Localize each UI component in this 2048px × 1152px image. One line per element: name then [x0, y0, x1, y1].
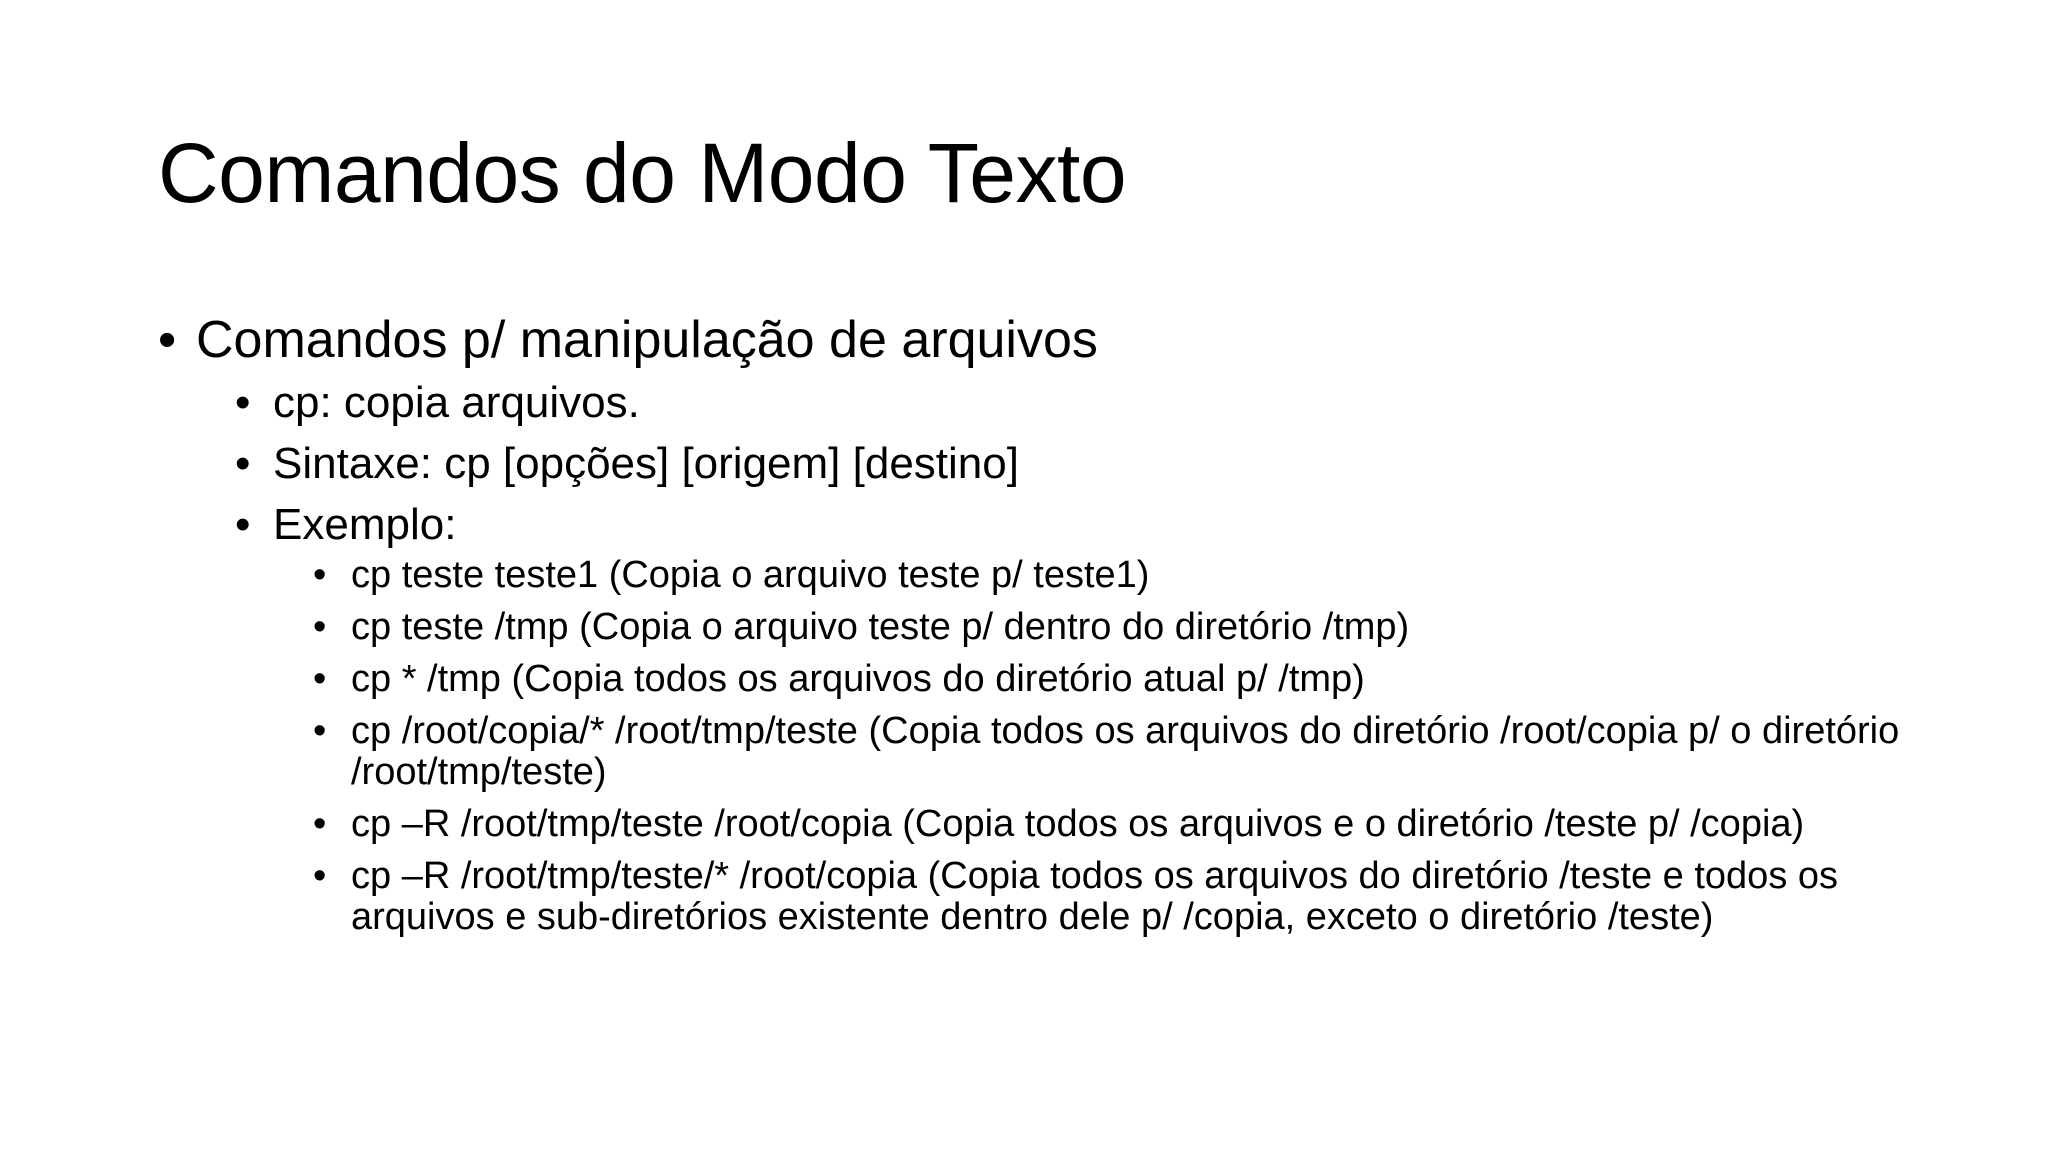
bullet-level3-item [313, 710, 1911, 793]
bullet-level2-item [235, 494, 1918, 555]
bullet-dot-icon: • [313, 658, 327, 700]
bullet-level3-item [313, 606, 1911, 648]
bullet-dot-icon: • [313, 554, 327, 596]
bullet-text: cp teste /tmp (Copia o arquivo teste p/ dentro do diretório /tmp) [351, 606, 1410, 648]
bullet-level3-item [313, 658, 1911, 700]
bullet-text: Comandos p/ manipulação de arquivos [196, 311, 1098, 369]
bullet-text: cp: copia arquivos. [273, 378, 640, 427]
bullet-level2-item [235, 372, 1918, 433]
bullet-dot-icon: • [235, 439, 251, 488]
bullet-level2-item [235, 433, 1918, 494]
slide-content [158, 308, 1918, 949]
bullet-dot-icon: • [158, 311, 177, 369]
bullet-level3-item [313, 803, 1911, 845]
bullet-dot-icon: • [235, 378, 251, 427]
bullet-text: cp –R /root/tmp/teste/* /root/copia (Copia todos os arquivos do diretório /teste e todos os arquivos e sub-diretórios existente dentro dele p/ /copia, exceto o diretório /teste) [351, 855, 1839, 938]
bullet-dot-icon: • [313, 855, 327, 897]
bullet-text: cp teste teste1 (Copia o arquivo teste p/ teste1) [351, 554, 1150, 596]
slide-title: Comandos do Modo Texto [158, 126, 1127, 220]
bullet-dot-icon: • [313, 710, 327, 752]
bullet-dot-icon: • [235, 500, 251, 549]
bullet-level1-item [158, 308, 1918, 372]
bullet-level3-item [313, 554, 1911, 596]
bullet-text: cp /root/copia/* /root/tmp/teste (Copia todos os arquivos do diretório /root/copia p/ o diretório /root/tmp/teste) [351, 710, 1900, 793]
bullet-text: Exemplo: [273, 500, 457, 549]
bullet-text: cp * /tmp (Copia todos os arquivos do diretório atual p/ /tmp) [351, 658, 1365, 700]
bullet-dot-icon: • [313, 606, 327, 648]
bullet-text: Sintaxe: cp [opções] [origem] [destino] [273, 439, 1019, 488]
bullet-dot-icon: • [313, 803, 327, 845]
bullet-level3-item [313, 855, 1911, 938]
bullet-text: cp –R /root/tmp/teste /root/copia (Copia todos os arquivos e o diretório /teste p/ /copia) [351, 803, 1805, 845]
